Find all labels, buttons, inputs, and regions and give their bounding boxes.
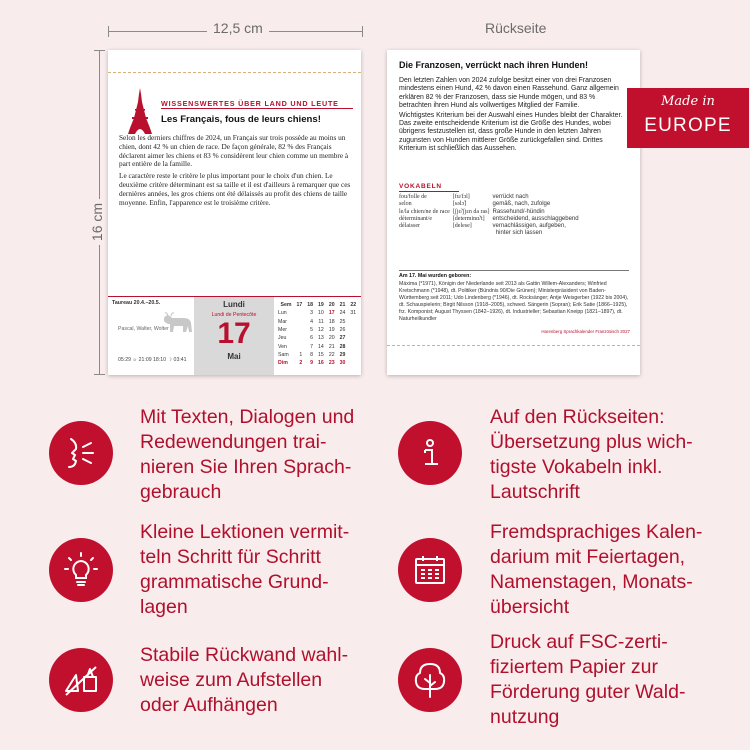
birthday-heading: Am 17. Mai wurden geboren: (399, 273, 472, 279)
vocab-term (399, 230, 453, 237)
info-icon (398, 421, 462, 485)
date-cell: 9 (310, 360, 314, 367)
tree-icon (398, 648, 462, 712)
easel-hanger-icon (49, 648, 113, 712)
date-cell: 15 (318, 351, 324, 358)
date-cell: 20 (328, 335, 335, 342)
vocab-row (399, 216, 582, 223)
mini-calendar-header-cell: 22 (350, 302, 357, 309)
vocab-row (399, 209, 582, 216)
date-cell: 28 (339, 343, 346, 350)
calendar-info (112, 300, 192, 370)
mini-calendar-header-cell: 18 (307, 302, 314, 309)
vocab-divider (399, 191, 459, 192)
vocab-term: selon (399, 201, 412, 208)
vocab-translation: verrückt nach (492, 194, 529, 200)
date-cell: 30 (339, 360, 346, 367)
mini-calendar-row (278, 318, 359, 326)
vocab-translation: Rassehund/-hündin (492, 208, 545, 215)
vocab-phonetic: [səlɔ̃] (452, 201, 467, 208)
speaking-face-icon (49, 421, 113, 485)
feature-text-lessons: Kleine Lektionen vermit- teln Schritt für Schritt grammatische Grund- lagen (140, 521, 350, 618)
mini-calendar-header-cell: 19 (318, 302, 324, 309)
vocab-row (399, 223, 582, 230)
date-cell (348, 359, 359, 367)
back-paragraph: Den letzten Zahlen von 2024 zufolge besitzt einer von drei Franzosen mindestens einen Hund, 42 % davon einen Rassehund. Ganz allgemein erklären 82 % der Franzosen, dass sie Hunde mögen, und 83 % betrachten ihren Hund als vollwertiges Mitglied der Familie. (399, 77, 619, 110)
weekday-label: Lun (278, 310, 287, 317)
date-cell: 31 (350, 310, 357, 317)
date-cell (348, 342, 359, 350)
front-body (119, 134, 354, 210)
date-cell: 11 (318, 318, 324, 325)
badge-text: EUROPE (644, 115, 732, 136)
date-cell (294, 342, 305, 350)
date-cell: 12 (318, 327, 324, 334)
date-cell: 23 (328, 360, 335, 367)
feature-text-fsc: Druck auf FSC-zerti- fiziertem Papier zur Förderung guter Wald- nutzung (490, 631, 686, 728)
date-cell: 16 (318, 360, 324, 367)
holiday-label: Lundi de Pentecôte (211, 312, 257, 318)
front-paragraph: Selon les derniers chiffres de 2024, un Français sur trois possède au moins un chien, dont 42 % un chien de race. De façon générale, 82 % des Français déclarent aimer les chiens et 83 % considèrent leur chien comme un membre à part entière de la famille. (119, 133, 349, 169)
birthday-divider (399, 270, 629, 271)
weekday-label: Jeu (278, 335, 287, 342)
weekday-label: Mer (278, 327, 287, 334)
vocab-row (399, 230, 582, 237)
feature-text-backboard: Stabile Rückwand wahl- weise zum Aufstellen oder Aufhängen (140, 644, 349, 716)
vocab-row (399, 201, 582, 208)
back-side-label: Rückseite (485, 20, 547, 36)
weekday-label: Ven (278, 343, 287, 350)
date-cell: 4 (310, 318, 314, 325)
date-cell (348, 318, 359, 326)
mini-calendar-header-cell: 21 (339, 302, 346, 309)
vocab-phonetic: [delese] (452, 223, 472, 230)
mini-calendar-row (278, 326, 359, 334)
front-title: Les Français, fous de leurs chiens! (161, 114, 321, 125)
mini-calendar-row (278, 342, 359, 350)
mini-calendar-header-cell: 20 (328, 302, 335, 309)
lightbulb-icon (49, 538, 113, 602)
mini-calendar-row (278, 334, 359, 342)
date-cell: 14 (318, 343, 324, 350)
date-cell: 5 (310, 327, 314, 334)
vocab-translation: entscheidend, ausschlaggebend (492, 215, 579, 222)
date-cell (348, 326, 359, 334)
date-cell: 19 (328, 327, 335, 334)
date-cell: 1 (299, 351, 303, 358)
vocab-term: délaisser (399, 223, 420, 230)
back-page (387, 50, 640, 375)
sun-moon-times: 05:29 ☼ 21:09 18:10 ☽ 03:41 (118, 357, 187, 363)
date-cell: 27 (339, 335, 346, 342)
month-name: Mai (227, 352, 241, 361)
vocab-term: déterminant/e (399, 215, 432, 222)
mini-calendar (278, 301, 359, 367)
date-cell: 8 (310, 351, 314, 358)
name-days: Pascal, Walter, Wolter (118, 326, 169, 332)
vocab-phonetic: [ʃjɛ̃/ʃjɛn da ras] (452, 208, 490, 215)
zodiac-sign: Taureau 20.4.–20.5. (112, 300, 161, 306)
vocab-phonetic (453, 230, 493, 237)
vocab-term: fou/folle de (399, 194, 427, 200)
vocab-title: VOKABELN (399, 183, 442, 190)
front-page (108, 50, 361, 375)
height-label: 16 cm (89, 197, 105, 247)
feature-text-backside: Auf den Rückseiten: Übersetzung plus wich- tigste Vokabeln inkl. Lautschrift (490, 406, 693, 503)
mini-calendar-row (278, 309, 359, 317)
vocab-phonetic: [determinɑ̃/t] (452, 215, 485, 222)
date-cell (294, 334, 305, 342)
mini-calendar-row (278, 359, 359, 367)
date-cell: 2 (299, 360, 303, 367)
date-cell (294, 326, 305, 334)
feature-text-calendar: Fremdsprachiges Kalen- darium mit Feiertagen, Namenstagen, Monats- übersicht (490, 521, 703, 618)
date-cell: 6 (310, 335, 314, 342)
vocab-table (399, 194, 582, 238)
calendar-icon (398, 538, 462, 602)
weekday-label: Mar (278, 318, 287, 325)
date-cell: 22 (328, 351, 335, 358)
vocab-phonetic: [fu/fɔl] (452, 194, 470, 200)
vocab-term: le/la chien/ne de race (399, 208, 450, 215)
mini-calendar-header-cell: Sem (280, 302, 292, 309)
made-in-europe-badge (627, 88, 749, 148)
publisher-credit: Harenberg Sprachkalender Französisch 2027 (541, 329, 630, 334)
back-title: Die Franzosen, verrückt nach ihren Hunden! (399, 60, 589, 70)
back-body (399, 77, 627, 155)
birthday-text: Máxima (*1971), Königin der Niederlande seit 2013 als Gattin Willem-Alexanders; Winfried Kretschmann (*1948), dt. Politiker (Bündnis 90/Die Grünen); Ministerpräsident von Baden-Württemberg seit 2011; Udo Lindenberg (*1946), dt. Rocksänger; Antje Weisgerber (1922 bis 2004), dt. Schauspielerin; Birgit Nilsson (1918–2005), schwed. Sängerin (Sopran); Erik Satie (1866–1925), frz. Komponist; August Thyssen (1842–1926), dt. Industrieller; Sebastian Kneipp (1821–1897), dt. Naturheilkundler (399, 281, 629, 322)
date-cell (348, 334, 359, 342)
date-cell (348, 351, 359, 359)
weekday-label: Sam (278, 351, 289, 358)
front-paragraph: Le caractère reste le critère le plus important pour le choix d'un chien. Le deuxième critère déterminant est sa taille et il est d'ailleurs à remarquer que ces dernières années, les gros chiens ont été délaissés au profit des chiens de taille moyenne. Enfin, l'apparence est le troisième critère. (119, 171, 351, 207)
kicker-divider (161, 108, 353, 109)
vocab-translation: hinter sich lassen (492, 230, 543, 237)
date-cell: 18 (328, 318, 335, 325)
date-cell: 17 (328, 310, 335, 317)
weekday-label: Dim (278, 360, 288, 367)
day-block (194, 297, 274, 375)
date-cell: 21 (328, 343, 335, 350)
eiffel-tower-icon (126, 88, 154, 134)
date-cell: 29 (339, 351, 346, 358)
date-cell: 25 (339, 318, 346, 325)
mini-calendar-header-cell: 17 (296, 302, 303, 309)
back-paragraph: Wichtigstes Kriterium bei der Auswahl eines Hundes bleibt der Charakter. Das zweite entscheidende Kriterium ist die Größe des Hundes, wobei übrigens festzustellen ist, dass große Hunde in den letzten Jahren zugunsten von Hunden mittlerer Größe zurückgefallen sind. Drittes Kriterium ist schließlich das Aussehen. (399, 111, 623, 153)
date-cell: 10 (318, 310, 324, 317)
day-number: 17 (217, 317, 251, 350)
date-cell: 26 (339, 327, 346, 334)
date-cell: 3 (310, 310, 314, 317)
feature-text-dialogues: Mit Texten, Dialogen und Redewendungen trai- nieren Sie Ihren Sprach- gebrauch (140, 406, 355, 503)
date-cell (294, 318, 305, 326)
date-cell: 7 (310, 343, 314, 350)
date-cell: 13 (318, 335, 324, 342)
vocab-translation: gemäß, nach, zufolge (492, 201, 551, 208)
day-name: Lundi (223, 300, 245, 309)
badge-script: Made in (661, 94, 715, 109)
vocab-row (399, 194, 582, 201)
section-kicker: WISSENSWERTES ÜBER LAND UND LEUTE (161, 99, 339, 108)
width-label: 12,5 cm (207, 20, 269, 36)
date-cell: 24 (339, 310, 346, 317)
date-cell (294, 309, 305, 317)
vocab-translation: vernachlässigen, aufgeben, (492, 223, 566, 230)
mini-calendar-row (278, 351, 359, 359)
